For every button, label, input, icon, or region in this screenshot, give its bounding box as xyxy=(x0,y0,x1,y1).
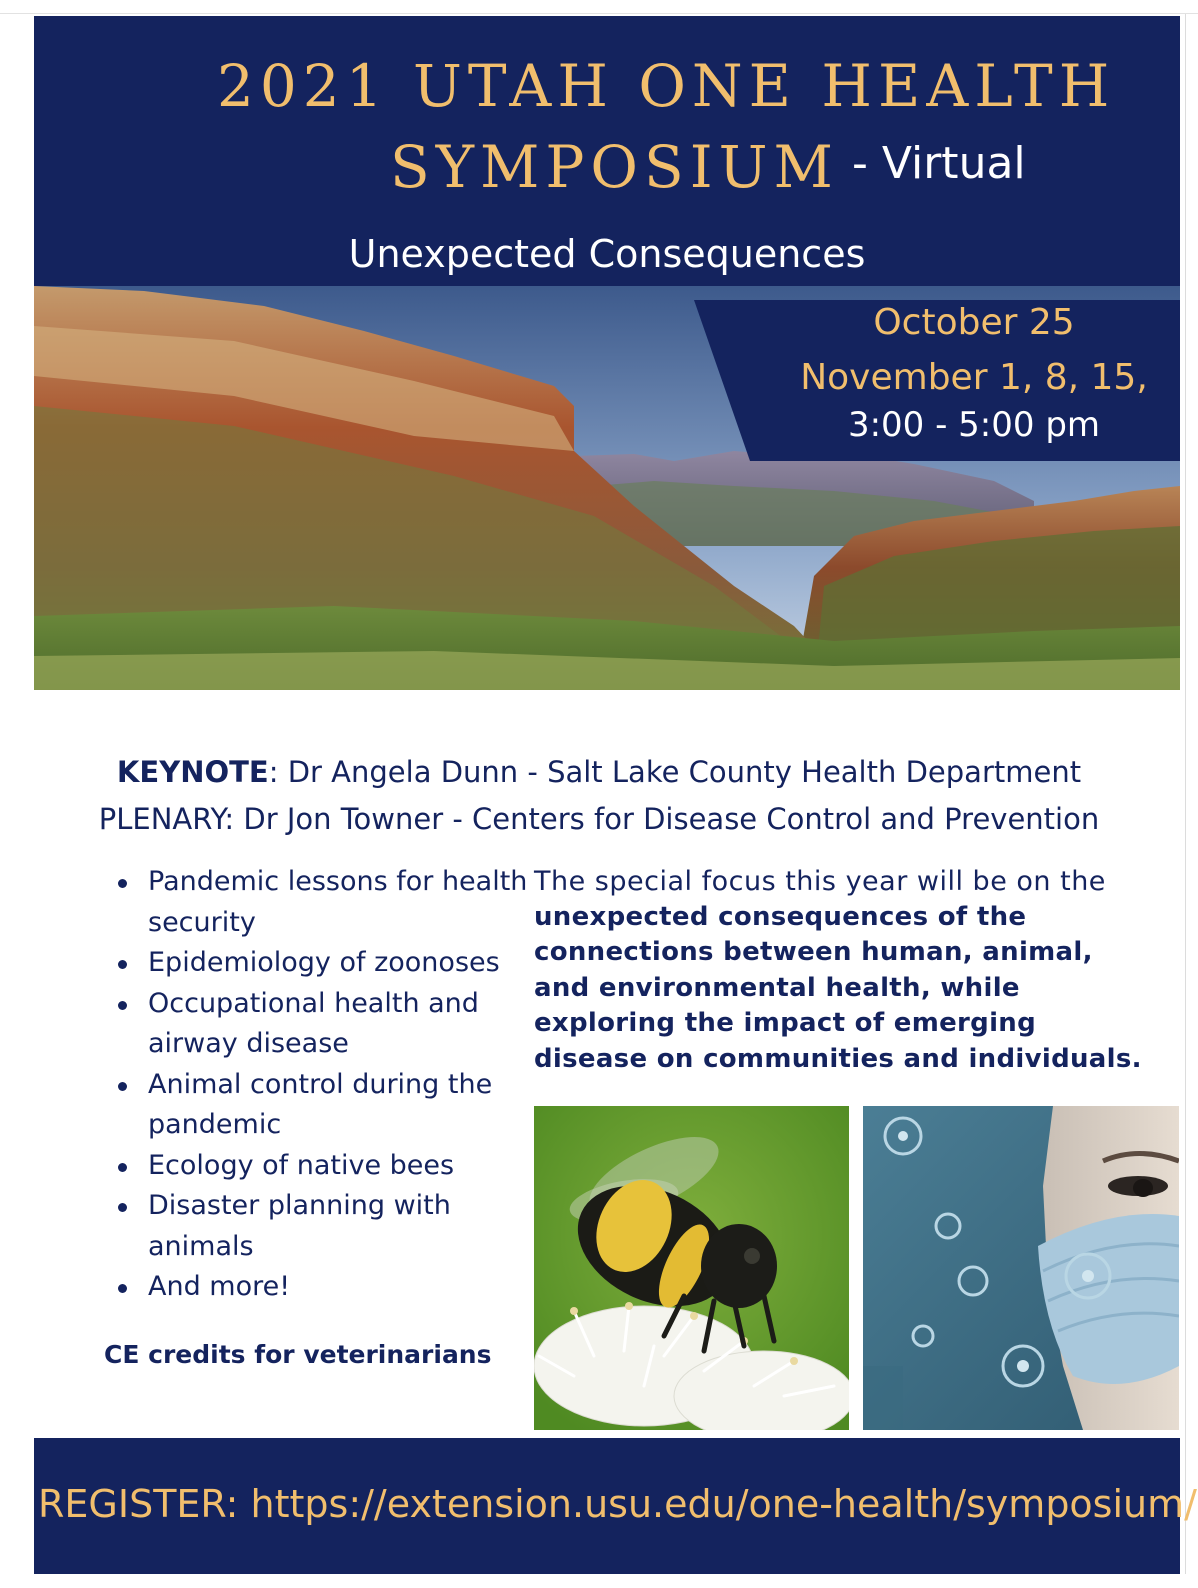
header-banner xyxy=(34,16,1180,286)
focus-paragraph xyxy=(534,864,1154,1077)
landscape-image xyxy=(34,286,1180,690)
title-line-2: SYMPOSIUM xyxy=(390,133,839,201)
title-line-1: 2021 UTAH ONE HEALTH xyxy=(217,52,1116,120)
keynote-line xyxy=(0,755,1198,789)
canyon-illustration xyxy=(34,286,1180,690)
topic-item: Pandemic lessons for health security xyxy=(148,862,558,943)
topic-item: Ecology of native bees xyxy=(148,1146,558,1187)
theme-subtitle: Unexpected Consequences xyxy=(348,232,866,276)
bottom-strip xyxy=(0,1574,1198,1588)
topic-item: Animal control during the pandemic xyxy=(148,1065,558,1146)
plenary-line: PLENARY: Dr Jon Towner - Centers for Disease Control and Prevention xyxy=(98,802,1100,836)
bee-image xyxy=(534,1106,849,1430)
format-label: - Virtual xyxy=(852,138,1026,189)
topics-list xyxy=(104,862,558,1308)
masked-person-illustration xyxy=(863,1106,1179,1430)
topic-item: And more! xyxy=(148,1267,558,1308)
top-border xyxy=(0,13,1198,14)
right-border xyxy=(1185,14,1186,1574)
keynote-label: KEYNOTE xyxy=(116,755,269,789)
register-link[interactable]: REGISTER: https://extension.usu.edu/one-health/symposium/ xyxy=(38,1482,1197,1526)
date-november: November 1, 8, 15, xyxy=(800,357,1148,398)
register-banner xyxy=(34,1438,1197,1574)
focus-highlight: unexpected consequences of the connections between human, animal, and environmental health, while exploring the impact of emerging disease on communities and individuals. xyxy=(534,901,1142,1074)
bumblebee-illustration xyxy=(534,1106,849,1430)
keynote-speaker: : Dr Angela Dunn - Salt Lake County Health Department xyxy=(268,755,1082,789)
topic-item: Occupational health and airway disease xyxy=(148,984,558,1065)
virus-image xyxy=(863,1106,1179,1430)
session-time: 3:00 - 5:00 pm xyxy=(847,405,1101,445)
topic-item: Disaster planning with animals xyxy=(148,1186,558,1267)
topic-item: Epidemiology of zoonoses xyxy=(148,943,558,984)
date-october: October 25 xyxy=(873,302,1075,343)
focus-lead: The special focus this year will be on the xyxy=(534,866,1106,897)
ce-credits: CE credits for veterinarians xyxy=(104,1340,492,1369)
